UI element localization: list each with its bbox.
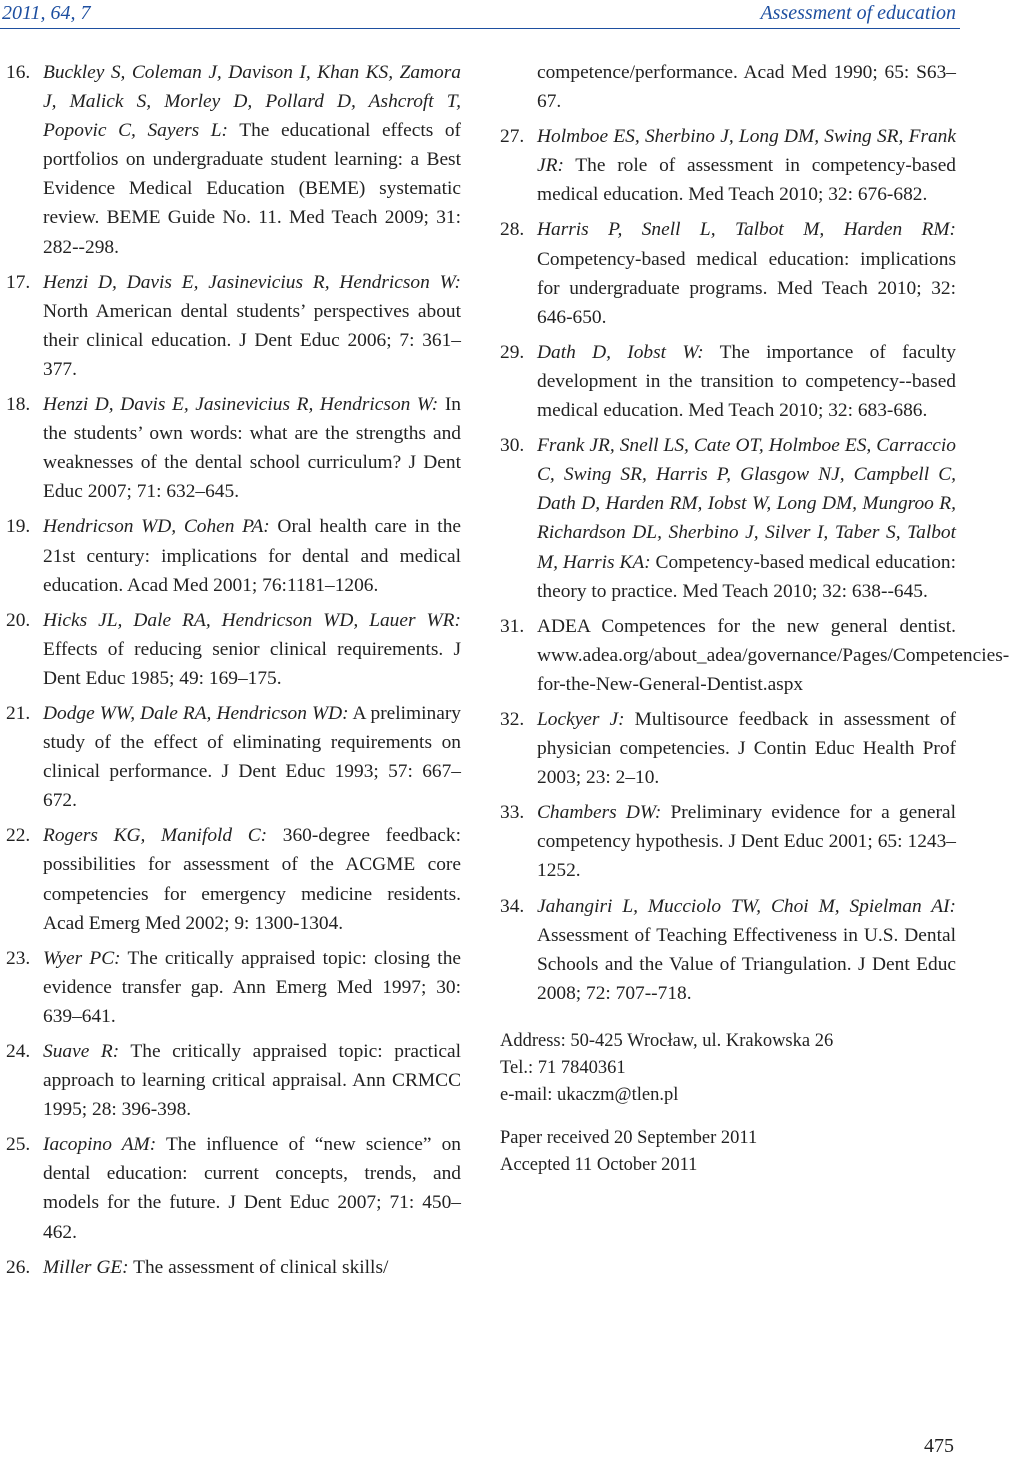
reference-number: 23. [6,947,31,969]
reference-authors: Henzi D, Davis E, Jasinevicius R, Hendricson W: [43,394,439,416]
reference-continuation [500,58,956,116]
reference-authors: Hicks JL, Dale RA, Hendricson WD, Lauer WR: [43,609,461,631]
address-line: Address: 50-425 Wrocław, ul. Krakowska 26 [500,1030,834,1051]
reference-item [500,705,956,792]
reference-item [6,1037,461,1124]
reference-text: Assessment of Teaching Effectiveness in U.S. Dental Schools and the Value of Triangulation. J Dent Educ 2008; 72: 707--718. [537,924,956,1004]
references-right-column [500,58,1009,1179]
reference-authors: Chambers DW: [537,802,662,824]
reference-number: 32. [500,708,525,730]
reference-authors: Iacopino AM: [43,1134,157,1156]
reference-text: The influence of “new science” on dental education: current concepts, trends, and models for the future. J Dent Educ 2007; 71: 450–462. [43,1134,461,1243]
reference-authors: Suave R: [43,1041,120,1062]
reference-authors: Dath D, Iobst W: [537,341,704,363]
reference-text: The importance of faculty development in the transition to competency--based medical education. Med Teach 2010; 32: 683-686. [537,341,956,422]
reference-number: 26. [6,1256,31,1278]
reference-item [500,338,956,425]
reference-text: The educational effects of portfolios on undergraduate student learning: a Best Evidence Medical Education (BEME) systematic review. BEME Guide No. 11. Med Teach 2009; 31: 282--298. [43,120,461,258]
reference-number: 17. [6,271,31,293]
header-rule [0,28,960,29]
reference-text: Competency-based medical education: theory to practice. Med Teach 2010; 32: 638--645. [537,551,957,602]
reference-authors: Buckley S, Coleman J, Davison I, Khan KS, Zamora J, Malick S, Morley D, Pollard D, Ashcroft T, Popovic C, Sayers L: [43,62,461,142]
reference-number: 19. [6,516,31,538]
correspondence-address [500,1028,956,1109]
reference-item [6,944,461,1031]
page-number: 475 [924,1435,954,1457]
reference-text: Oral health care in the 21st century: implications for dental and medical education. Acad Med 2001; 76:1181–1206. [43,516,461,596]
reference-item [500,431,956,606]
reference-text: Multisource feedback in assessment of physician competencies. J Contin Educ Health Prof 2003; 23: 2–10. [537,708,956,789]
reference-number: 18. [6,394,31,416]
reference-text: Preliminary evidence for a general competency hypothesis. J Dent Educ 2001; 65: 1243–1252. [537,802,956,882]
reference-number: 27. [500,126,525,148]
reference-item [6,821,461,937]
reference-authors: Dodge WW, Dale RA, Hendricson WD: [43,702,349,724]
reference-number: 29. [500,341,525,363]
reference-number: 30. [500,435,525,457]
reference-text: Competency-based medical education: implications for undergraduate programs. Med Teach 2010; 32: 646-650. [537,248,956,328]
reference-authors: Harris P, Snell L, Talbot M, Harden RM: [537,219,956,241]
reference-text: 360-degree feedback: possibilities for assessment of the ACGME core competencies for emergency medicine residents. Acad Emerg Med 2002; 9: 1300-1304. [43,825,461,934]
reference-item [6,1130,461,1246]
reference-text: The role of assessment in competency-based medical education. Med Teach 2010; 32: 676-682. [537,155,956,206]
running-header-title: Assessment of education [760,2,956,24]
received-date: Paper received 20 September 2011 [500,1127,758,1148]
reference-item [500,892,956,1008]
reference-text: The assessment of clinical skills/ [128,1256,389,1278]
reference-item [500,798,956,885]
reference-authors: Wyer PC: [43,947,121,969]
reference-item [6,58,461,262]
phone-line: Tel.: 71 7840361 [500,1057,626,1078]
reference-text: Effects of reducing senior clinical requirements. J Dent Educ 1985; 49: 169–175. [43,638,461,689]
references-left-column [6,58,461,1288]
running-header-citation: 2011, 64, 7 [2,2,91,24]
reference-authors: Holmboe ES, Sherbino J, Long DM, Swing SR, Frank JR: [537,126,956,177]
reference-number: 31. [500,615,525,637]
reference-item [6,268,461,384]
reference-item [6,1253,461,1282]
reference-item [500,215,956,331]
reference-item [500,612,1009,699]
reference-authors: Jahangiri L, Mucciolo TW, Choi M, Spielman AI: [537,895,956,917]
reference-authors: Henzi D, Davis E, Jasinevicius R, Hendricson W: [43,271,461,293]
reference-number: 20. [6,609,31,631]
accepted-date: Accepted 11 October 2011 [500,1154,698,1175]
reference-authors: Hendricson WD, Cohen PA: [43,516,270,538]
reference-text: ADEA Competences for the new general dentist. www.adea.org/about_adea/governance/Pages/Competencies-for-the-New-General-Dentist.aspx [537,615,1009,695]
reference-number: 16. [6,62,31,83]
reference-authors: Lockyer J: [537,708,625,730]
reference-item [6,699,461,815]
reference-text: A preliminary study of the effect of eliminating requirements on clinical performance. J Dent Educ 1993; 57: 667–672. [43,702,461,812]
reference-authors: Frank JR, Snell LS, Cate OT, Holmboe ES, Carraccio C, Swing SR, Harris P, Glasgow NJ, Campbell C, Dath D, Harden RM, Iobst W, Long DM, Mungroo R, Richardson DL, Sherbino J, Silver I, Taber S, Talbot M, Harris KA: [537,435,956,573]
reference-text: North American dental students’ perspectives about their clinical education. J Dent Educ 2006; 7: 361–377. [43,300,461,380]
reference-authors: Rogers KG, Manifold C: [43,825,268,847]
reference-item [6,606,461,693]
reference-text: The critically appraised topic: closing the evidence transfer gap. Ann Emerg Med 1997; 30: 639–641. [43,947,461,1027]
email-line: e-mail: ukaczm@tlen.pl [500,1084,679,1105]
reference-text: In the students’ own words: what are the strengths and weaknesses of the dental school curriculum? J Dent Educ 2007; 71: 632–645. [43,394,461,503]
reference-number: 34. [500,895,525,917]
reference-number: 25. [6,1134,31,1156]
reference-number: 24. [6,1041,31,1062]
reference-item [6,512,461,599]
reference-item [500,122,956,209]
reference-number: 21. [6,702,31,724]
reference-item [6,390,461,506]
reference-number: 33. [500,802,525,824]
reference-text: The critically appraised topic: practical approach to learning critical appraisal. Ann CRMCC 1995; 28: 396-398. [43,1041,461,1121]
paper-dates [500,1125,956,1179]
reference-number: 22. [6,825,31,847]
reference-authors: Miller GE: [43,1256,129,1278]
reference-number: 28. [500,219,525,241]
reference-text: competence/performance. Acad Med 1990; 65: S63–67. [537,62,956,113]
